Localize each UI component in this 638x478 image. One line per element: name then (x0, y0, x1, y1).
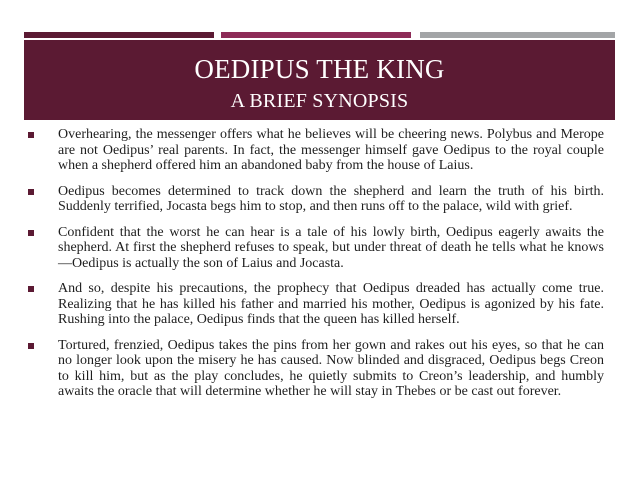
slide-title: OEDIPUS THE KING (194, 54, 445, 84)
square-bullet-icon (28, 132, 34, 138)
stripe-left (24, 32, 214, 38)
square-bullet-icon (28, 286, 34, 292)
bullet-list (28, 127, 604, 470)
top-decorative-stripes (0, 0, 638, 40)
bullet-item (28, 338, 604, 400)
square-bullet-icon (28, 189, 34, 195)
slide-subtitle: A BRIEF SYNOPSIS (230, 90, 409, 112)
bullet-text: And so, despite his precautions, the prophecy that Oedipus dreaded has actually come true. Realizing that he has killed his father and married his mother, Oedipus is agonized by his fate. Rushing into the palace, Oedipus finds that the queen has killed herself. (58, 281, 604, 327)
bullet-text: Confident that the worst he can hear is a tale of his lowly birth, Oedipus eagerly awaits the shepherd. At first the shepherd refuses to speak, but under threat of death he tells what he knows—Oedipus is actually the son of Laius and Jocasta. (58, 224, 604, 271)
title-band (24, 40, 615, 120)
bullet-text: Overhearing, the messenger offers what he believes will be cheering news. Polybus and Merope are not Oedipus’ real parents. In fact, the messenger himself gave Oedipus to the royal couple when a shepherd offered him an abandoned baby from the house of Laius. (58, 127, 604, 173)
stripe-right (420, 32, 615, 38)
bullet-item (28, 281, 604, 328)
bullet-item (28, 184, 604, 215)
bullet-text: Tortured, frenzied, Oedipus takes the pins from her gown and rakes out his eyes, so that he can no longer look upon the misery he has caused. Now blinded and disgraced, Oedipus begs Creon to kill him, but as the play concludes, he quietly submits to Creon’s leadership, and humbly awaits the oracle that will determine whether he will stay in Thebes or be cast out forever. (58, 337, 604, 399)
bullet-item (28, 127, 604, 174)
bullet-text: Oedipus becomes determined to track down the shepherd and learn the truth of his birth. Suddenly terrified, Jocasta begs him to stop, and then runs off to the palace, wild with grief. (58, 183, 604, 214)
stripe-middle (221, 32, 411, 38)
square-bullet-icon (28, 230, 34, 236)
bullet-item (28, 225, 604, 272)
square-bullet-icon (28, 343, 34, 349)
